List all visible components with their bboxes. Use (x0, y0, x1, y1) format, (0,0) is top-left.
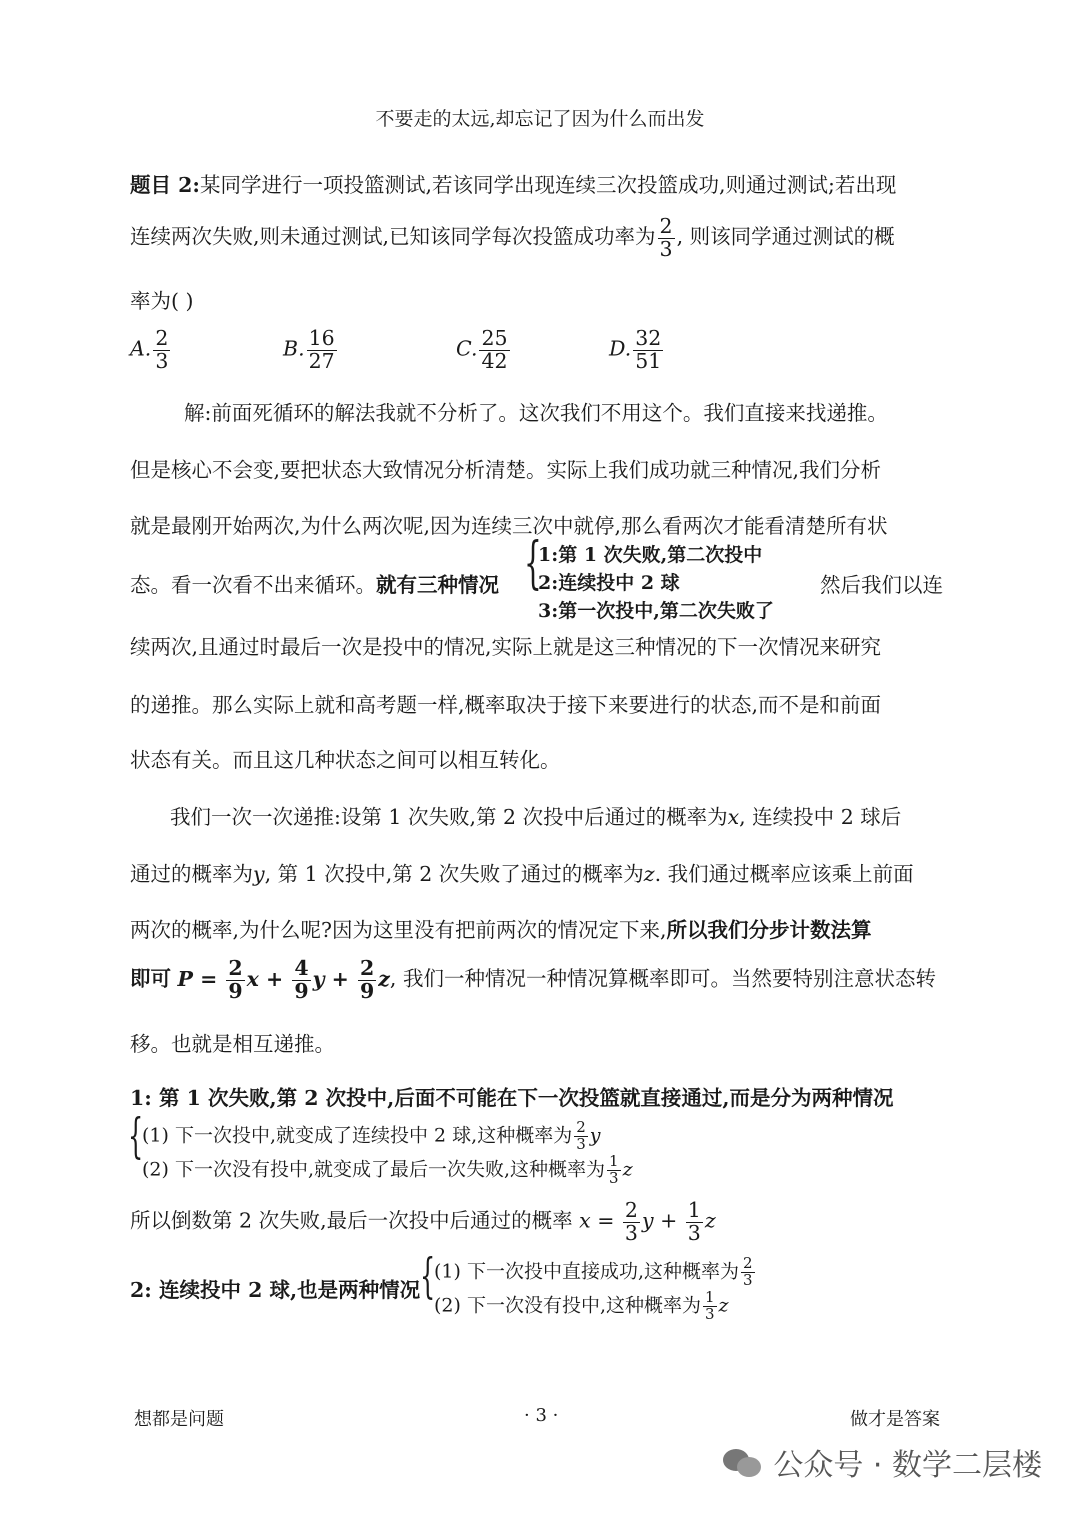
case2-sub-2: (2) 下一次没有投中,这种概率为 $\frac{1}{3}$ z (434, 1288, 729, 1323)
page-number: · 3 · (524, 1405, 559, 1426)
option-b[interactable]: B. $\frac{16}{27}$ (283, 326, 335, 373)
solution-line-4a: 态。看一次看不出来循环。就有三种情况 (130, 573, 499, 597)
problem-line-2 (130, 216, 895, 260)
solution-line-7: 状态有关。而且这几种状态之间可以相互转化。 (130, 748, 561, 772)
watermark (723, 1440, 1042, 1484)
case2-brace: { (420, 1248, 436, 1304)
option-c[interactable]: C. $\frac{25}{42}$ (456, 326, 508, 373)
problem-line-1 (130, 168, 896, 198)
problem-text-2b: , 则该同学通过测试的概 (676, 224, 895, 249)
footer-left: 想都是问题 (134, 1409, 224, 1430)
option-d[interactable]: D. $\frac{32}{51}$ (609, 326, 662, 373)
problem-text-1: 某同学进行一项投篮测试,若该同学出现连续三次投篮成功,则通过测试;若出现 (199, 173, 897, 197)
solution-line-6: 的递推。那么实际上就和高考题一样,概率取决于接下来要进行的状态,而不是和前面 (130, 693, 882, 717)
three-cases-label: 就有三种情况 (376, 573, 499, 597)
success-rate-fraction: $\frac{2}{3}$ (659, 214, 673, 261)
recurrence-line-2: 通过的概率为y, 第 1 次投中,第 2 次失败了通过的概率为z. 我们通过概率应该乘上前面 (130, 862, 914, 886)
solution-line-4c: 然后我们以连 (820, 573, 943, 597)
case1-sub-1: (1) 下一次投中,就变成了连续投中 2 球,这种概率为 $\frac{2}{3}$ y (142, 1118, 601, 1153)
recurrence-line-3: 两次的概率,为什么呢?因为这里没有把前两次的情况定下来,所以我们分步计数法算 (130, 918, 872, 942)
cases-brace: { (524, 531, 542, 596)
problem-line-3: 率为( ) (130, 289, 194, 313)
solution-line-1: 解:前面死循环的解法我就不分析了。这次我们不用这个。我们直接来找递推。 (184, 401, 888, 425)
case-item-3: 3:第一次投中,第二次失败了 (538, 600, 774, 622)
solution-line-3: 就是最刚开始两次,为什么两次呢,因为连续三次中就停,那么看两次才能看清楚所有状 (130, 514, 888, 538)
probability-formula: P = $\frac{2}{9}$ x + $\frac{4}{9}$ y + $\frac{2}{9}$ z (177, 956, 390, 1003)
case1-conclusion: 所以倒数第 2 次失败,最后一次投中后通过的概率 x = $\frac{2}{3}$ y + $\frac{1}{3}$ z (130, 1198, 716, 1245)
watermark-text: 公众号 · 数学二层楼 (773, 1448, 1042, 1483)
problem-label: 题目 2: (130, 173, 200, 197)
case-item-1: 1:第 1 次失败,第二次投中 (538, 544, 763, 566)
wechat-icon (723, 1447, 763, 1477)
footer-right: 做才是答案 (850, 1409, 940, 1430)
case2-sub-1: (1) 下一次投中直接成功,这种概率为 $\frac{2}{3}$ (434, 1254, 753, 1289)
solution-line-5: 续两次,且通过时最后一次是投中的情况,实际上就是这三种情况的下一次情况来研究 (130, 635, 882, 659)
case1-title: 1: 第 1 次失败,第 2 次投中,后面不可能在下一次投篮就直接通过,而是分为两种情况 (130, 1086, 894, 1110)
page-header: 不要走的太远,却忘记了因为什么而出发 (375, 108, 705, 130)
case-item-2: 2:连续投中 2 球 (538, 572, 680, 594)
problem-text-2a: 连续两次失败,则未通过测试,已知该同学每次投篮成功率为 (130, 224, 656, 249)
recurrence-line-5: 移。也就是相互递推。 (130, 1032, 335, 1056)
case2-title: 2: 连续投中 2 球,也是两种情况 (130, 1278, 421, 1302)
recurrence-line-1: 我们一次一次递推:设第 1 次失败,第 2 次投中后通过的概率为x, 连续投中 2 球后 (170, 805, 902, 829)
recurrence-line-4: 即可 P = $\frac{2}{9}$ x + $\frac{4}{9}$ y + $\frac{2}{9}$ z, 我们一种情况一种情况算概率即可。当然要特别注意状态转 (130, 956, 936, 1003)
solution-line-2: 但是核心不会变,要把状态大致情况分析清楚。实际上我们成功就三种情况,我们分析 (130, 458, 882, 482)
case1-brace: { (128, 1108, 144, 1164)
option-a[interactable]: A. $\frac{2}{3}$ (130, 326, 169, 373)
case1-sub-2: (2) 下一次没有投中,就变成了最后一次失败,这种概率为 $\frac{1}{3}$ z (142, 1152, 633, 1187)
